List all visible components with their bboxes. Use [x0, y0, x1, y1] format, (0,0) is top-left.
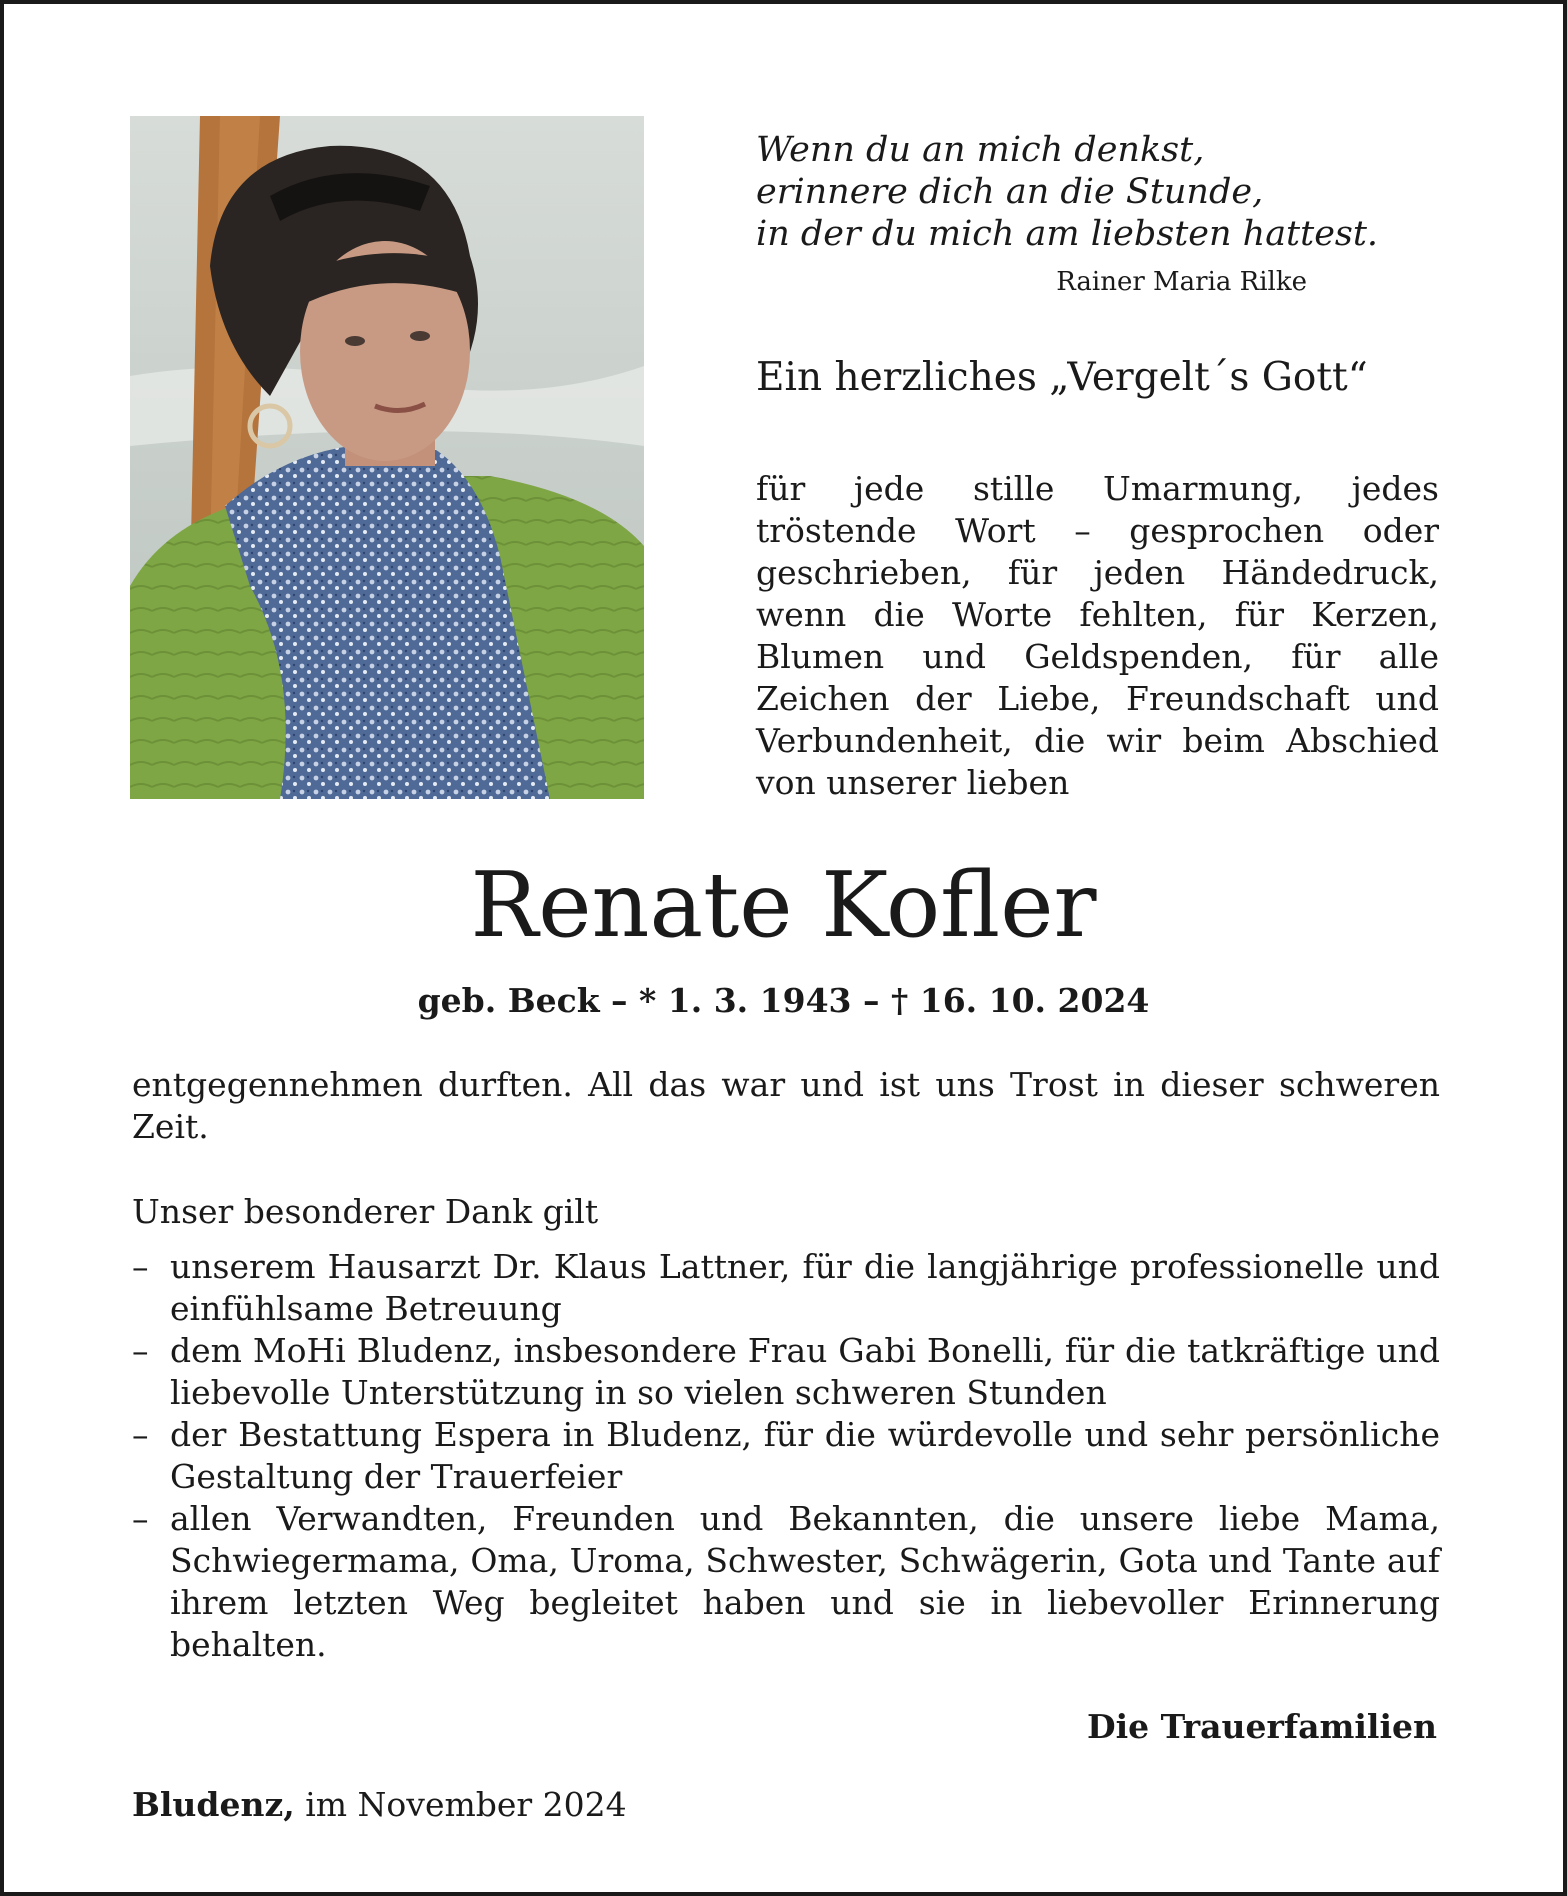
thanks-heading: Ein herzliches „Vergelt´s Gott“: [756, 355, 1368, 400]
continuation-text: entgegennehmen durften. All das war und ist uns Trost in dieser schweren Zeit.: [132, 1065, 1440, 1146]
portrait-illustration: [130, 116, 644, 799]
dash-marker: –: [132, 1331, 149, 1370]
list-item: [132, 1330, 1440, 1414]
dank-intro: Unser besonderer Dank gilt: [132, 1192, 599, 1231]
dash-marker: –: [132, 1415, 149, 1454]
list-item-text: allen Verwandten, Freunden und Bekannten, die unsere liebe Mama, Schwiegermama, Oma, Uroma, Schwester, Schwägerin, Gota und Tante auf ihrem letzten Weg begleitet haben und sie in liebevoller Erinnerung behalten.: [170, 1499, 1440, 1664]
list-item: [132, 1414, 1440, 1498]
portrait-photo: [130, 116, 644, 799]
rilke-poem: [756, 129, 1379, 255]
list-item-text: dem MoHi Bludenz, insbesondere Frau Gabi Bonelli, für die tatkräftige und liebevolle Unterstützung in so vielen schweren Stunden: [170, 1331, 1440, 1412]
place-date: [132, 1784, 627, 1826]
list-item-text: unserem Hausarzt Dr. Klaus Lattner, für die langjährige professionelle und einfühlsame Betreuung: [170, 1247, 1440, 1328]
deceased-name: Renate Kofler: [470, 853, 1097, 958]
dash-marker: –: [132, 1247, 149, 1286]
date: im November 2024: [305, 1785, 627, 1824]
thanks-text: für jede stille Umarmung, jedes tröstende Wort – gesprochen oder geschrieben, für jeden Händedruck, wenn die Worte fehlten, für Kerzen, Blumen und Geldspenden, für alle Zeichen der Liebe, Freundschaft und Verbundenheit, die wir beim Abschied von unserer lieben: [756, 469, 1439, 802]
place: Bludenz,: [132, 1785, 295, 1824]
list-item: [132, 1498, 1440, 1666]
list-item: [132, 1246, 1440, 1330]
poem-line: erinnere dich an die Stunde,: [756, 172, 1264, 212]
dash-marker: –: [132, 1499, 149, 1538]
poem-author: Rainer Maria Rilke: [1056, 267, 1307, 297]
signature: Die Trauerfamilien: [1086, 1707, 1437, 1746]
poem-line: Wenn du an mich denkst,: [756, 130, 1205, 170]
dank-list: [132, 1246, 1440, 1666]
list-item-text: der Bestattung Espera in Bludenz, für die würdevolle und sehr persönliche Gestaltung der Trauerfeier: [170, 1415, 1440, 1496]
poem-line: in der du mich am liebsten hattest.: [756, 214, 1379, 254]
deceased-dates: geb. Beck – * 1. 3. 1943 – † 16. 10. 2024: [417, 981, 1150, 1020]
